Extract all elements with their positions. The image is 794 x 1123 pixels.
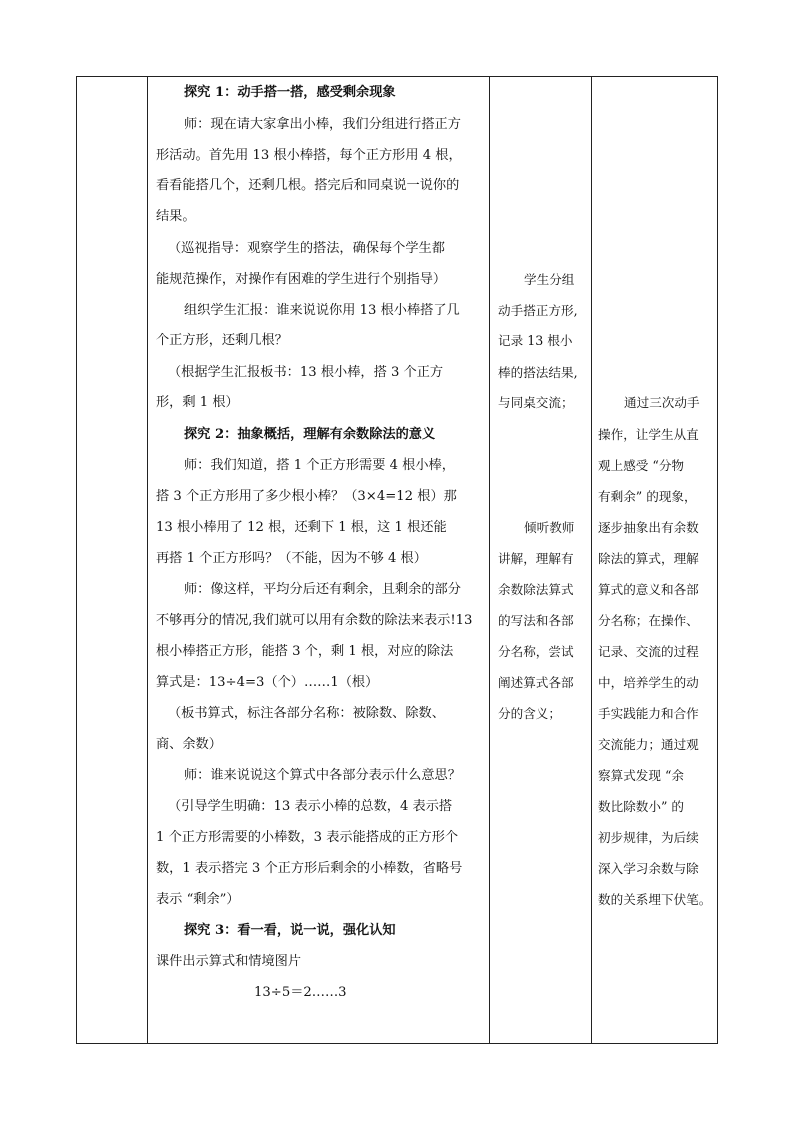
- design-intent-line: 通过三次动手: [624, 395, 700, 410]
- design-intent-line: 分名称；在操作、: [598, 613, 699, 628]
- text-line: 数，1 表示搭完 3 个正方形后剩余的小棒数，省略号: [156, 861, 463, 876]
- text-line: 师：我们知道，搭 1 个正方形需要 4 根小棒，: [184, 458, 455, 473]
- design-intent-line: 中，培养学生的动: [598, 675, 699, 690]
- text-line: 师：谁来说说这个算式中各部分表示什么意思？: [184, 768, 461, 783]
- design-intent-line: 手实践能力和合作: [598, 706, 699, 721]
- design-intent-line: 观上感受 “分物: [598, 458, 685, 473]
- design-intent-line: 数比除数小” 的: [598, 799, 685, 814]
- text-line: 1 个正方形需要的小棒数，3 表示能搭成的正方形个: [156, 830, 459, 845]
- student-activity-cell: [490, 77, 591, 1043]
- design-intent-line: 算式的意义和各部: [598, 582, 699, 597]
- text-line: 能规范操作，对操作有困难的学生进行个别指导）: [156, 272, 447, 287]
- design-intent-line: 记录、交流的过程: [598, 644, 699, 659]
- text-line: 师：像这样，平均分后还有剩余，且剩余的部分: [184, 582, 461, 597]
- text-line: 课件出示算式和情境图片: [156, 954, 302, 969]
- section-heading: 探究 3：看一看，说一说，强化认知: [184, 923, 396, 938]
- student-activity-line: 的写法和各部: [498, 613, 574, 628]
- design-intent-line: 操作，让学生从直: [598, 427, 699, 442]
- text-line: 组织学生汇报：谁来说说你用 13 根小棒搭了几: [184, 303, 460, 318]
- section-heading: 探究 2：抽象概括，理解有余数除法的意义: [184, 427, 436, 442]
- design-intent-cell: [592, 77, 718, 1043]
- text-line: 个正方形，还剩几根？: [156, 333, 288, 348]
- student-activity-line: 倾听教师: [524, 520, 575, 535]
- student-activity-line: 余数除法算式: [498, 582, 574, 597]
- student-activity-line: 学生分组: [524, 272, 575, 287]
- design-intent-line: 逐步抽象出有余数: [598, 520, 699, 535]
- design-intent-line: 深入学习余数与除: [598, 861, 699, 876]
- student-activity-line: 分名称，尝试: [498, 644, 574, 659]
- text-line: 师：现在请大家拿出小棒，我们分组进行搭正方: [184, 117, 461, 132]
- text-line: （根据学生汇报板书：13 根小棒，搭 3 个正方: [168, 365, 444, 380]
- text-line: 表示 “剩余”）: [156, 892, 240, 907]
- text-line: 根小棒搭正方形，能搭 3 个，剩 1 根，对应的除法: [156, 644, 454, 659]
- teaching-process-cell: [148, 77, 489, 1043]
- student-activity-line: 与同桌交流；: [498, 395, 574, 410]
- text-line: 商、余数）: [156, 737, 222, 752]
- text-line: 算式是：13÷4=3（个）……1（根）: [156, 675, 379, 690]
- text-line: （引导学生明确：13 表示小棒的总数，4 表示搭: [168, 799, 453, 814]
- text-line: 不够再分的情况,我们就可以用有余数的除法来表示!13: [156, 613, 473, 628]
- student-activity-line: 动手搭正方形,: [498, 303, 578, 318]
- text-line: 再搭 1 个正方形吗？（不能，因为不够 4 根）: [156, 551, 427, 566]
- design-intent-line: 有剩余” 的现象，: [598, 489, 697, 504]
- text-line: （板书算式，标注各部分名称：被除数、除数、: [168, 706, 445, 721]
- design-intent-line: 交流能力；通过观: [598, 737, 699, 752]
- design-intent-line: 察算式发现 “余: [598, 768, 685, 783]
- section-heading: 探究 1：动手搭一搭，感受剩余现象: [184, 85, 396, 100]
- design-intent-line: 初步规律，为后续: [598, 830, 699, 845]
- student-activity-line: 阐述算式各部: [498, 675, 574, 690]
- text-line: 结果。: [156, 209, 196, 224]
- student-activity-line: 棒的搭法结果,: [498, 365, 578, 380]
- text-line: 13 根小棒用了 12 根，还剩下 1 根，这 1 根还能: [156, 520, 447, 535]
- text-line: （巡视指导：观察学生的搭法，确保每个学生都: [168, 241, 445, 256]
- text-line: 看看能搭几个，还剩几根。搭完后和同桌说一说你的: [156, 178, 460, 193]
- student-activity-line: 讲解，理解有: [498, 551, 574, 566]
- text-line: 形活动。首先用 13 根小棒搭，每个正方形用 4 根，: [156, 148, 462, 163]
- text-line: 搭 3 个正方形用了多少根小棒？（3×4=12 根）那: [156, 489, 457, 504]
- lesson-table: [76, 76, 718, 1044]
- text-line: 13÷5＝2……3: [254, 985, 347, 1000]
- design-intent-line: 数的关系埋下伏笔。: [598, 892, 712, 907]
- student-activity-line: 记录 13 根小: [498, 333, 573, 348]
- student-activity-line: 分的含义；: [498, 706, 561, 721]
- text-line: 形，剩 1 根）: [156, 395, 239, 410]
- design-intent-line: 除法的算式，理解: [598, 551, 699, 566]
